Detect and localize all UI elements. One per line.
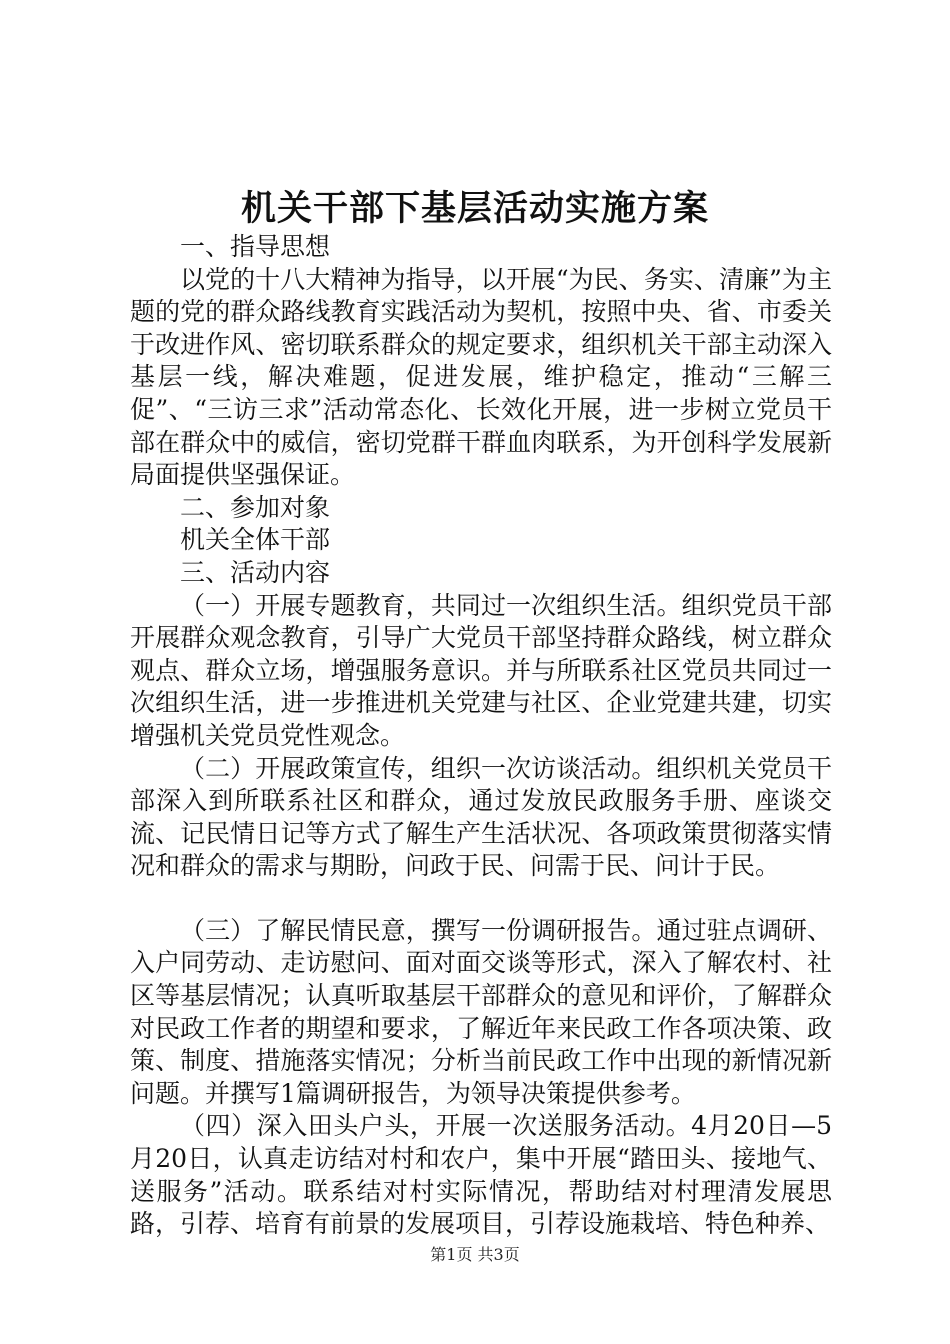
document-body <box>130 231 832 1241</box>
paragraph-guiding-thought: 以党的十八大精神为指导，以开展“为民、务实、清廉”为主题的党的群众路线教育实践活动为契机，按照中央、省、市委关于改进作风、密切联系群众的规定要求，组织机关干部主动深入基层一线，解决难题，促进发展，维护稳定，推动“三解三促”、“三访三求”活动常态化、长效化开展，进一步树立党员干部在群众中的威信，密切党群干群血肉联系，为开创科学发展新局面提供坚强保证。 <box>130 264 832 490</box>
paragraph-item-3: （三）了解民情民意，撰写一份调研报告。通过驻点调研、入户同劳动、走访慰问、面对面交谈等形式，深入了解农村、社区等基层情况；认真听取基层干部群众的意见和评价，了解群众对民政工作者的期望和要求，了解近年来民政工作各项决策、政策、制度、措施落实情况；分析当前民政工作中出现的新情况新问题。并撰写1篇调研报告，为领导决策提供参考。 <box>130 915 832 1108</box>
paragraph-participants: 机关全体干部 <box>180 525 331 555</box>
section-heading-guiding-thought: 一、指导思想 <box>180 232 331 261</box>
page-number-footer: 第1页 共3页 <box>430 1245 520 1264</box>
document-title: 机关干部下基层活动实施方案 <box>240 188 709 229</box>
paragraph-item-2: （二）开展政策宣传，组织一次访谈活动。组织机关党员干部深入到所联系社区和群众，通过发放民政服务手册、座谈交流、记民情日记等方式了解生产生活状况、各项政策贯彻落实情况和群众的需求与期盼，问政于民、问需于民、问计于民。 <box>130 753 832 881</box>
section-heading-activity-content: 三、活动内容 <box>180 557 331 587</box>
section-heading-participants: 二、参加对象 <box>180 492 331 522</box>
paragraph-item-1: （一）开展专题教育，共同过一次组织生活。组织党员干部开展群众观念教育，引导广大党员干部坚持群众路线，树立群众观点、群众立场，增强服务意识。并与所联系社区党员共同过一次组织生活，进一步推进机关党建与社区、企业党建共建，切实增强机关党员党性观念。 <box>130 590 832 750</box>
paragraph-item-4: （四）深入田头户头，开展一次送服务活动。4月20日—5月20日，认真走访结对村和农户，集中开展“踏田头、接地气、送服务”活动。联系结对村实际情况，帮助结对村理清发展思路，引荐、培育有前景的发展项目，引荐设施栽培、特色种养、 <box>130 1111 832 1239</box>
